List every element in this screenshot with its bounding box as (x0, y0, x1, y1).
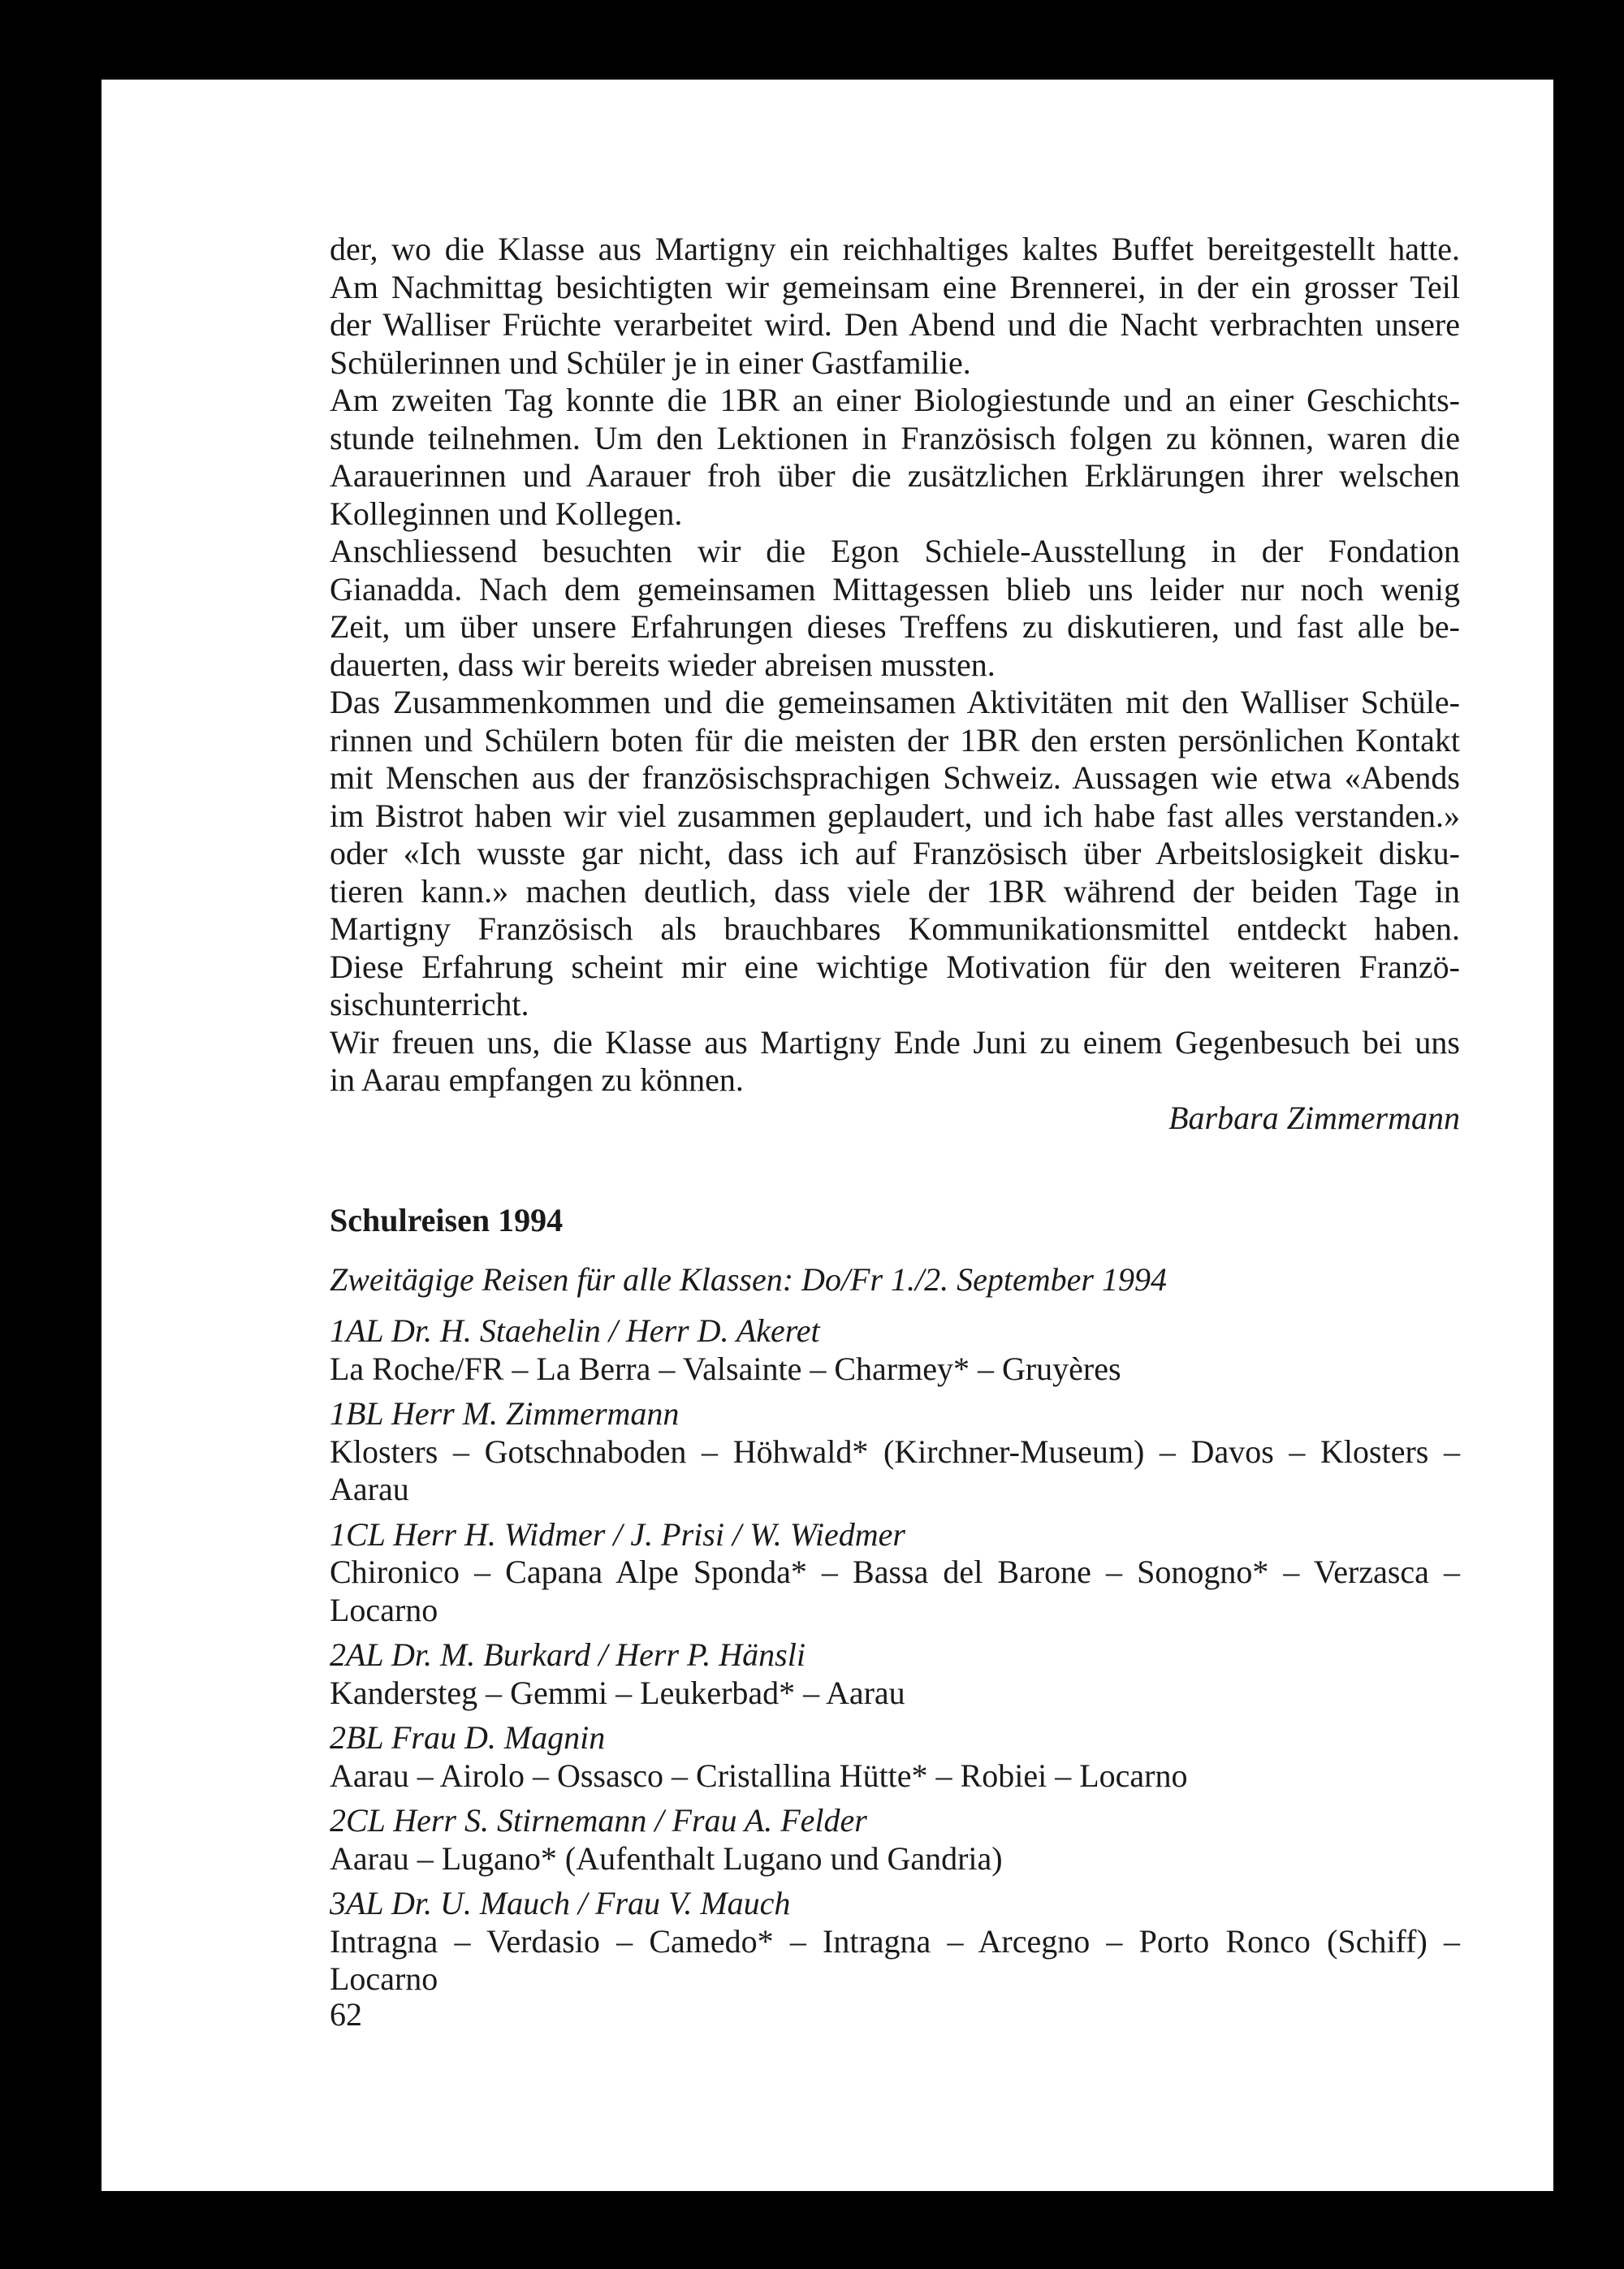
trip-route: Locarno (330, 1591, 438, 1628)
text-line: Aarauerinnen und Aarauer froh über die zusätzlichen Erklärungen ihrer welschen (330, 457, 1460, 494)
trip-route: Intragna – Verdasio – Camedo* – Intragna – Arcegno – Porto Ronco (Schiff) – Locarno (330, 1922, 1460, 1997)
author-signature: Barbara Zimmermann (1168, 1099, 1460, 1136)
trip-route: Chironico – Capana Alpe Sponda* – Bassa del Barone – Sonogno* – Verzasca – (330, 1554, 1460, 1590)
text-line: Gianadda. Nach dem gemeinsamen Mittagessen blieb uns leider nur noch wenig (330, 570, 1460, 607)
page-number: 62 (330, 1996, 362, 2033)
section-subtitle: Zweitägige Reisen für alle Klassen: Do/Fr 1./2. September 1994 (330, 1260, 1167, 1298)
trip-route: Aarau (330, 1471, 409, 1507)
section-heading: Schulreisen 1994 (330, 1202, 564, 1238)
trip-class-teachers: 1CL Herr H. Widmer / J. Prisi / W. Wiedmer (330, 1515, 905, 1553)
article-body (330, 231, 1460, 1137)
trip-route: La Roche/FR – La Berra – Valsainte – Charmey* – Gruyères (330, 1350, 1121, 1387)
text-line: Schülerinnen und Schüler je in einer Gastfamilie. (330, 344, 971, 381)
text-line: tieren kann.» machen deutlich, dass viele der 1BR während der beiden Tage in (330, 872, 1460, 910)
text-line: Kolleginnen und Kollegen. (330, 495, 683, 532)
school-trips-section (330, 1202, 1460, 1997)
trip-class-teachers: 2CL Herr S. Stirnemann / Frau A. Felder (330, 1802, 867, 1839)
trip-entry (330, 1636, 1460, 1712)
text-line: Wir freuen uns, die Klasse aus Martigny Ende Juni zu einem Gegenbesuch bei uns (330, 1023, 1460, 1061)
text-line: der, wo die Klasse aus Martigny ein reichhaltiges kaltes Buffet bereitgestellt hatte. (330, 231, 1460, 267)
text-line: Martigny Französisch als brauchbares Kommunikationsmittel entdeckt haben. (330, 910, 1460, 947)
trip-entry (330, 1395, 1460, 1509)
trip-route: Kandersteg – Gemmi – Leukerbad* – Aarau (330, 1674, 905, 1711)
text-line: stunde teilnehmen. Um den Lektionen in Französisch folgen zu können, waren die (330, 419, 1460, 456)
text-line: oder «Ich wusste gar nicht, dass ich auf Französisch über Arbeitslosigkeit disku- (330, 835, 1460, 871)
trip-entry (330, 1802, 1460, 1878)
trip-class-teachers: 2BL Frau D. Magnin (330, 1719, 606, 1756)
trip-class-teachers: 2AL Dr. M. Burkard / Herr P. Hänsli (330, 1636, 806, 1673)
text-line: der Walliser Früchte verarbeitet wird. Den Abend und die Nacht verbrachten unsere (330, 306, 1460, 343)
text-line: Zeit, um über unsere Erfahrungen dieses Treffens zu diskutieren, und fast alle be- (330, 608, 1460, 645)
text-line: Am zweiten Tag konnte die 1BR an einer Biologiestunde und an einer Geschichts- (330, 382, 1460, 418)
text-line: sischunterricht. (330, 986, 529, 1022)
text-line: Am Nachmittag besichtigten wir gemeinsam eine Brennerei, in der ein grosser Teil (330, 268, 1460, 305)
text-line: rinnen und Schülern boten für die meisten der 1BR den ersten persönlichen Kontakt (330, 721, 1460, 758)
text-line: Anschliessend besuchten wir die Egon Schiele-Ausstellung in der Fondation (330, 533, 1460, 569)
trip-entry (330, 1516, 1460, 1630)
trip-entry (330, 1885, 1460, 1997)
trip-class-teachers: 1AL Dr. H. Staehelin / Herr D. Akeret (330, 1312, 820, 1349)
trip-route: Klosters – Gotschnaboden – Höhwald* (Kirchner-Museum) – Davos – Klosters – (330, 1433, 1460, 1470)
text-line: in Aarau empfangen zu können. (330, 1061, 744, 1098)
trip-class-teachers: 3AL Dr. U. Mauch / Frau V. Mauch (330, 1885, 791, 1921)
text-line: Diese Erfahrung scheint mir eine wichtige Motivation für den weiteren Franzö- (330, 948, 1460, 985)
trip-entry (330, 1312, 1460, 1388)
text-line: dauerten, dass wir bereits wieder abreisen mussten. (330, 646, 996, 683)
text-line: im Bistrot haben wir viel zusammen geplaudert, und ich habe fast alles verstanden.» (330, 797, 1460, 834)
trip-class-teachers: 1BL Herr M. Zimmermann (330, 1395, 680, 1432)
trip-route: Aarau – Airolo – Ossasco – Cristallina Hütte* – Robiei – Locarno (330, 1757, 1188, 1794)
text-line: mit Menschen aus der französischsprachigen Schweiz. Aussagen wie etwa «Abends (330, 759, 1460, 796)
text-line: Das Zusammenkommen und die gemeinsamen Aktivitäten mit den Walliser Schüle- (330, 684, 1460, 720)
trip-entry (330, 1719, 1460, 1795)
trip-route: Aarau – Lugano* (Aufenthalt Lugano und Gandria) (330, 1839, 1003, 1877)
